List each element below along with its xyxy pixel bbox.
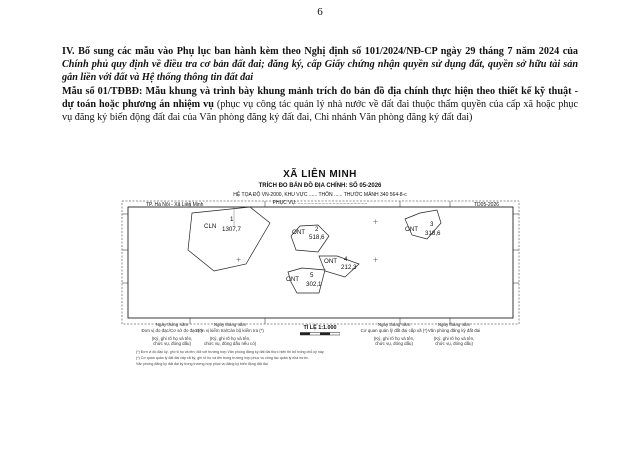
sign-1-date: Ngày tháng năm <box>155 322 189 327</box>
parcel-1-area: 1307,7 <box>222 226 241 233</box>
map-commune-title: XÃ LIÊN MINH <box>283 169 357 180</box>
sign-1-note: (Ký, ghi rõ họ và tên, chức vụ, đóng dấu) <box>151 336 193 346</box>
parcel-4-area: 212,3 <box>341 264 357 271</box>
map-note-3: Văn phòng đăng ký đất đai ký trong trường hợp phục vụ đăng ký biến động đất đai. <box>136 362 269 366</box>
parcel-1-boundary <box>188 207 270 271</box>
map-note-2: (*) Cơ quan quản lý đất đai cấp xã ký, ghi rõ họ và tên trong trường hợp phục vụ công tác quản lý nhà nước. <box>136 356 309 360</box>
parcel-4-number: 4 <box>344 256 348 263</box>
section-heading-italic: Chính phủ quy định về điều tra cơ bản đất đai; đăng ký, cấp Giấy chứng nhận quyền sử dụng đất, quyền sở hữu tài sản gắn liền với đất và Hệ thống thông tin đất đai <box>62 59 578 84</box>
form-note: (phục vụ công tác quản lý nhà nước về đất đai thuộc thẩm quyền của cấp xã hoặc phục vụ đăng ký biến động đất đai của Văn phòng đăng ký đất đai, Chi nhánh Văn phòng đăng ký đất đai) <box>62 99 579 124</box>
parcel-5-area: 302,1 <box>306 281 322 288</box>
parcel-3-area: 318,6 <box>425 230 441 237</box>
page-number: 6 <box>317 6 323 18</box>
grid-cross-1: + <box>236 255 242 265</box>
map-scale: TỈ LỆ 1:1.000 <box>303 325 337 331</box>
sign-4-note: (Ký, ghi rõ họ và tên, chức vụ, đóng dấu) <box>433 336 475 346</box>
parcel-1-type: CLN <box>204 223 217 230</box>
map-sheet-code: TD05-2026 <box>474 202 500 208</box>
grid-cross-2: + <box>373 255 379 265</box>
sign-1-role: Đơn vị đo đạc/Cơ sở đo đạc (*) <box>141 328 203 333</box>
map-coords: HỆ TỌA ĐỘ VN-2000, KHU VỰC ...... THÔN ...... THƯỚC MẢNH 340 564-8-c <box>233 192 407 198</box>
parcel-4-type: ONT <box>324 258 338 265</box>
sign-2-role: Đơn vị kiểm tra/Cán bộ kiểm tra (*) <box>196 328 264 333</box>
parcel-3-type: ONT <box>405 226 419 233</box>
parcel-2-type: ONT <box>292 229 306 236</box>
parcel-5-number: 5 <box>310 272 314 279</box>
sign-2-date: Ngày tháng năm <box>213 322 247 327</box>
section-heading: IV. Bổ sung các mẫu vào Phụ lục ban hành kèm theo Nghị định số 101/2024/NĐ-CP ngày 29 tháng 7 năm 2024 của <box>62 46 578 57</box>
form-label: Mẫu số 01/TĐBĐ: Mẫu khung và trình bày khung mảnh trích đo bản đồ địa chính thực hiện theo thiết kế kỹ thuật - dự toán hoặc phương án nhiệm vụ <box>62 86 578 111</box>
parcel-5-type: ONT <box>286 276 300 283</box>
inner-frame <box>128 207 513 318</box>
parcel-1-number: 1 <box>230 216 234 223</box>
outer-frame <box>122 201 519 324</box>
map-top-left-label: TP. Hà Nội - Xã Liên Minh <box>146 202 204 208</box>
map-note-1: (*) Đơn vị đo đạc ký, ghi rõ họ và tên; đối với trường hợp Văn phòng đăng ký đất đai thực hiện thì bỏ trống chỗ ký này. <box>136 350 325 354</box>
sign-3-role: Cơ quan quản lý đất đai cấp xã (*) <box>360 328 428 333</box>
sign-3-date: Ngày tháng năm <box>377 322 411 327</box>
map-sheet-title: TRÍCH ĐO BẢN ĐỒ ĐỊA CHÍNH: SỐ 05-2026 <box>258 183 382 189</box>
sign-4-date: Ngày tháng năm <box>437 322 471 327</box>
sign-4-role: Văn phòng đăng ký đất đai <box>427 328 481 333</box>
grid-cross-3: + <box>373 217 379 227</box>
parcel-3-number: 3 <box>430 221 434 228</box>
sign-3-note: (Ký, ghi rõ họ và tên, chức vụ, đóng dấu) <box>373 336 415 346</box>
map-purpose: PHỤC VỤ: .................................................. <box>272 200 368 206</box>
parcel-2-number: 2 <box>315 226 319 233</box>
scale-bar <box>300 332 340 336</box>
sign-2-note: (Ký, ghi rõ họ và tên, chức vụ, đóng dấu nếu có) <box>203 336 257 346</box>
parcel-2-area: 518,6 <box>309 234 325 241</box>
